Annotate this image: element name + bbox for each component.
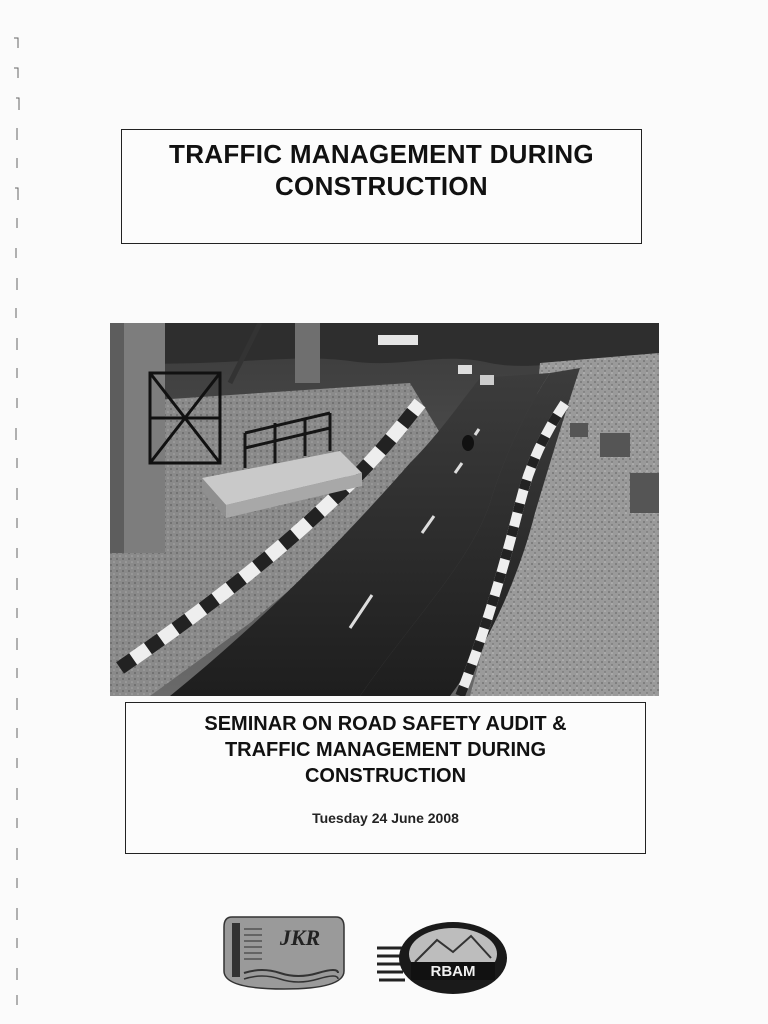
seminar-line-3: CONSTRUCTION (304, 765, 467, 787)
binding-hole-marks (10, 20, 26, 1010)
rbam-logo (375, 918, 511, 998)
road-construction-photo-graphic (110, 323, 659, 696)
title-line-2: CONSTRUCTION (274, 171, 489, 201)
title-box (121, 129, 642, 244)
seminar-date: Tuesday 24 June 2008 (312, 810, 459, 826)
road-construction-photo (110, 323, 659, 696)
jkr-logo-text: JKR (279, 925, 321, 950)
jkr-logo (222, 915, 346, 991)
seminar-box (125, 702, 646, 854)
seminar-line-1: SEMINAR ON ROAD SAFETY AUDIT & (204, 713, 567, 735)
rbam-logo-text: RBAM (430, 963, 476, 980)
seminar-line-2: TRAFFIC MANAGEMENT DURING (224, 739, 547, 761)
title-line-1: TRAFFIC MANAGEMENT DURING (169, 139, 594, 169)
